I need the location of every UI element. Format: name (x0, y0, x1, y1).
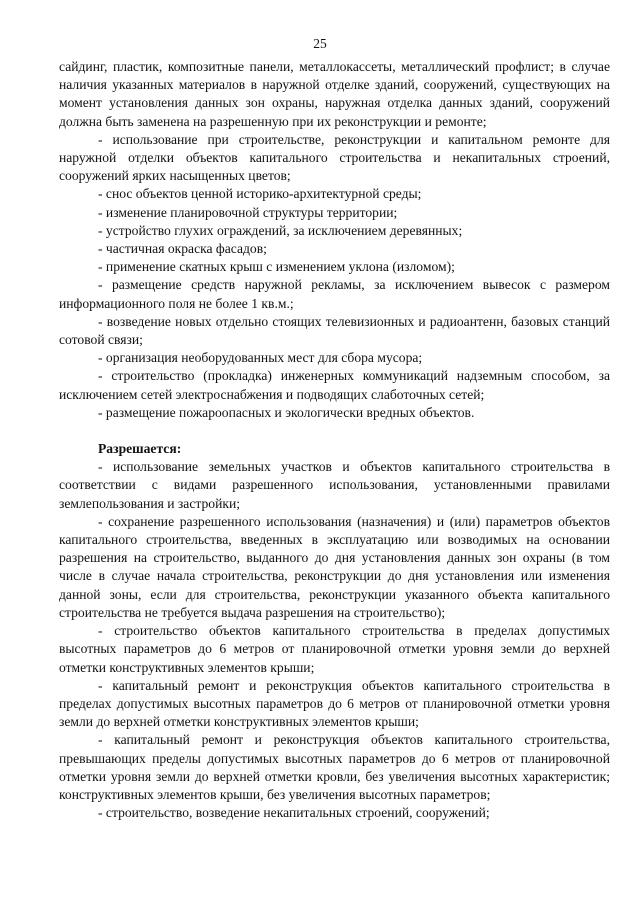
allowed-list (59, 458, 610, 822)
allowed-item: - строительство, возведение некапитальных строений, сооружений; (98, 805, 490, 821)
allowed-item: - строительство объектов капитального строительства в пределах допустимых высотных параметров до 6 метров от планировочной отметки уровня земли до верхней отметки конструктивных элементов крыши; (59, 623, 610, 675)
prohibited-item: - применение скатных крыш с изменением уклона (изломом); (98, 259, 455, 275)
prohibited-item: - использование при строительстве, реконструкции и капитальном ремонте для наружной отделки объектов капитального строительства и некапитальных строений, сооружений ярких насыщенных цветов; (59, 131, 610, 184)
prohibited-item: - строительство (прокладка) инженерных коммуникаций надземным способом, за исключением сетей электроснабжения и подводящих слаботочных сетей; (59, 368, 610, 402)
prohibited-list (59, 131, 610, 422)
document-body (59, 58, 610, 822)
prohibited-item: - частичная окраска фасадов; (98, 241, 267, 257)
prohibited-item: - размещение пожароопасных и экологически вредных объектов. (98, 404, 475, 420)
prohibited-item: - снос объектов ценной историко-архитектурной среды; (98, 186, 422, 202)
prohibited-item: - организация необорудованных мест для сбора мусора; (98, 350, 423, 366)
intro-paragraph: сайдинг, пластик, композитные панели, металлокассеты, металлический профлист; в случае наличия указанных материалов в наружной отделке зданий, сооружений, существующих на момент установления данных зон охраны, наружная отделка данных зданий, сооружений должна быть заменена на разрешенную при их реконструкции и ремонте; (59, 59, 610, 129)
allowed-item: - капитальный ремонт и реконструкция объектов капитального строительства, превышающих пределы допустимых высотных параметров до 6 метров от планировочной отметки уровня земли до верхней отметки кровли, без увеличения высотных характеристик; конструктивных элементов крыши, без увеличения высотных параметров; (59, 732, 610, 802)
prohibited-item: - изменение планировочной структуры территории; (98, 204, 398, 220)
page-number: 25 (313, 36, 327, 51)
prohibited-item: - устройство глухих ограждений, за исключением деревянных; (98, 222, 463, 238)
prohibited-item: - размещение средств наружной рекламы, за исключением вывесок с размером информационного поля не более 1 кв.м.; (59, 277, 610, 311)
allowed-item: - капитальный ремонт и реконструкция объектов капитального строительства в пределах допустимых высотных параметров до 6 метров от планировочной отметки уровня земли до верхней отметки конструктивных элементов крыши; (59, 677, 610, 730)
allowed-item: - сохранение разрешенного использования (назначения) и (или) параметров объектов капитального строительства, введенных в эксплуатацию или возводимых на основании разрешения на строительство, выданного до дня установления данных зон охраны (в том числе в случае начала строительства, реконструкции до дня установления или изменения данной зоны, если для строительства, реконструкции указанного объекта капитального строительства не требуется выдача разрешения на строительство); (59, 513, 610, 620)
allowed-item: - использование земельных участков и объектов капитального строительства в соответствии с видами разрешенного использования, установленными правилами землепользования и застройки; (59, 459, 610, 511)
allowed-heading: Разрешается: (98, 441, 182, 457)
prohibited-item: - возведение новых отдельно стоящих телевизионных и радиоантенн, базовых станций сотовой связи; (59, 313, 610, 348)
